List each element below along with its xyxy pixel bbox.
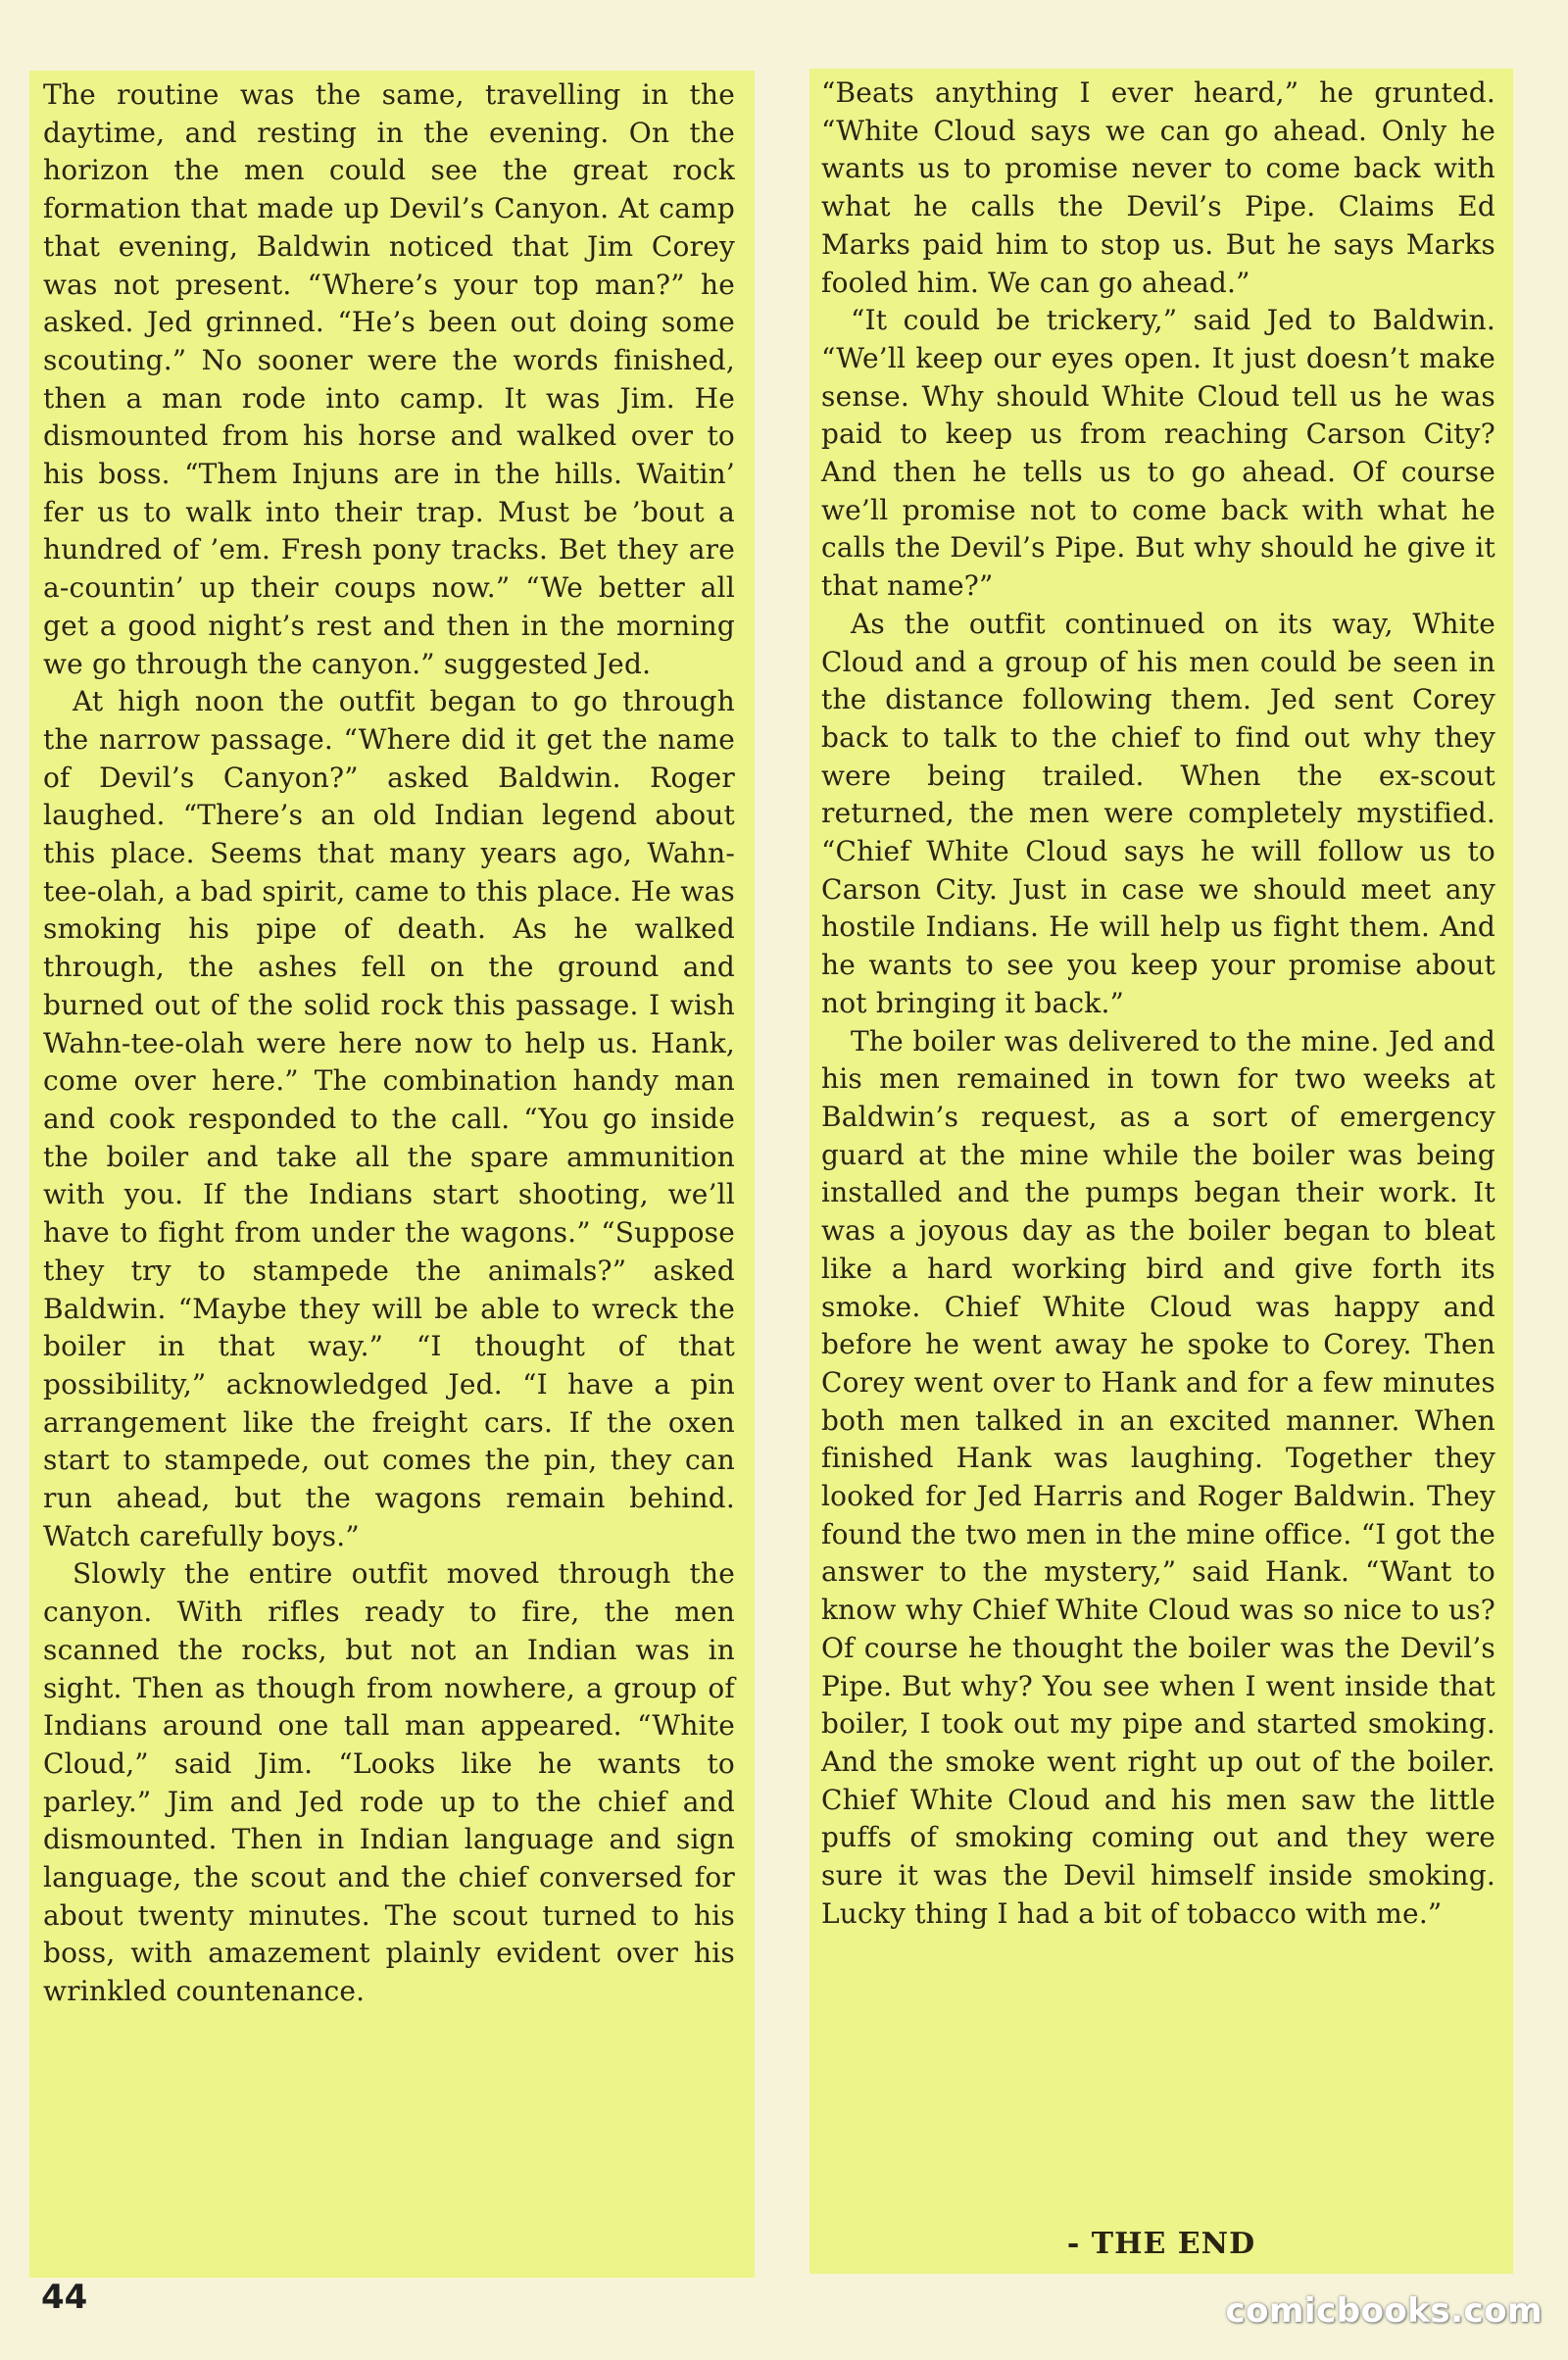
story-paragraph: “Beats anything I ever heard,” he grunted. “White Cloud says we can go ahead. Only he wants us to promise never to come back with what he calls the Devil’s Pipe. Claims Ed Marks paid him to stop us. But he says Marks fooled him. We can go ahead.” bbox=[821, 76, 1495, 299]
story-paragraph: As the outfit continued on its way, White Cloud and a group of his men could be seen in the distance following them. Jed sent Corey back to talk to the chief to find out why they were being trailed. When the ex-scout returned, the men were completely mystified. “Chief White Cloud says he will follow us to Carson City. Just in case we should meet any hostile Indians. He will help us fight them. And he wants to see you keep your promise about not bringing it back.” bbox=[821, 607, 1495, 1019]
the-end-label: - THE END bbox=[1066, 2227, 1256, 2261]
site-watermark: comicbooks.com bbox=[1225, 2291, 1543, 2331]
page-number: 44 bbox=[41, 2278, 88, 2317]
story-paragraph: “It could be trickery,” said Jed to Baldwin. “We’ll keep our eyes open. It just doesn’t make sense. Why should White Cloud tell us he was paid to keep us from reaching Carson City? And then he tells us to go ahead. Of course we’ll promise not to come back with what he calls the Devil’s Pipe. But why should he give it that name?” bbox=[821, 304, 1495, 603]
story-paragraph: Slowly the entire outfit moved through the canyon. With rifles ready to fire, the men scanned the rocks, but not an Indian was in sight. Then as though from nowhere, a group of Indians around one tall man appeared. “White Cloud,” said Jim. “Looks like he wants to parley.” Jim and Jed rode up to the chief and dismounted. Then in Indian language and sign language, the scout and the chief conversed for about twenty minutes. The scout turned to his boss, with amazement plainly evident over his wrinkled countenance. bbox=[43, 1557, 735, 2008]
right-text-column bbox=[809, 69, 1513, 2274]
left-text-column bbox=[29, 71, 755, 2278]
story-paragraph: The boiler was delivered to the mine. Jed and his men remained in town for two weeks at Baldwin’s request, as a sort of emergency guard at the mine while the boiler was being installed and the pumps began their work. It was a joyous day as the boiler began to bleat like a hard working bird and give forth its smoke. Chief White Cloud was happy and before he went away he spoke to Corey. Then Corey went over to Hank and for a few minutes both men talked in an excited manner. When finished Hank was laughing. Together they looked for Jed Harris and Roger Baldwin. They found the two men in the mine office. “I got the answer to the mystery,” said Hank. “Want to know why Chief White Cloud was so nice to us? Of course he thought the boiler was the Devil’s Pipe. But why? You see when I went inside that boiler, I took out my pipe and started smoking. And the smoke went right up out of the boiler. Chief White Cloud and his men saw the little puffs of smoking coming out and they were sure it was the Devil himself inside smoking. Lucky thing I had a bit of tobacco with me.” bbox=[821, 1024, 1495, 1930]
story-paragraph: At high noon the outfit began to go through the narrow passage. “Where did it get the name of Devil’s Canyon?” asked Baldwin. Roger laughed. “There’s an old Indian legend about this place. Seems that many years ago, Wahn-tee-olah, a bad spirit, came to this place. He was smoking his pipe of death. As he walked through, the ashes fell on the ground and burned out of the solid rock this passage. I wish Wahn-tee-olah were here now to help us. Hank, come over here.” The combination handy man and cook responded to the call. “You go inside the boiler and take all the spare ammunition with you. If the Indians start shooting, we’ll have to fight from under the wagons.” “Suppose they try to stampede the animals?” asked Baldwin. “Maybe they will be able to wreck the boiler in that way.” “I thought of that possibility,” acknowledged Jed. “I have a pin arrangement like the freight cars. If the oxen start to stampede, out comes the pin, they can run ahead, but the wagons remain behind. Watch carefully boys.” bbox=[43, 685, 735, 1552]
story-paragraph: The routine was the same, travelling in the daytime, and resting in the evening. On the horizon the men could see the great rock formation that made up Devil’s Canyon. At camp that evening, Baldwin noticed that Jim Corey was not present. “Where’s your top man?” he asked. Jed grinned. “He’s been out doing some scouting.” No sooner were the words finished, then a man rode into camp. It was Jim. He dismounted from his horse and walked over to his boss. “Them Injuns are in the hills. Waitin’ fer us to walk into their trap. Must be ’bout a hundred of ’em. Fresh pony tracks. Bet they are a-countin’ up their coups now.” “We better all get a good night’s rest and then in the morning we go through the canyon.” suggested Jed. bbox=[43, 78, 735, 680]
